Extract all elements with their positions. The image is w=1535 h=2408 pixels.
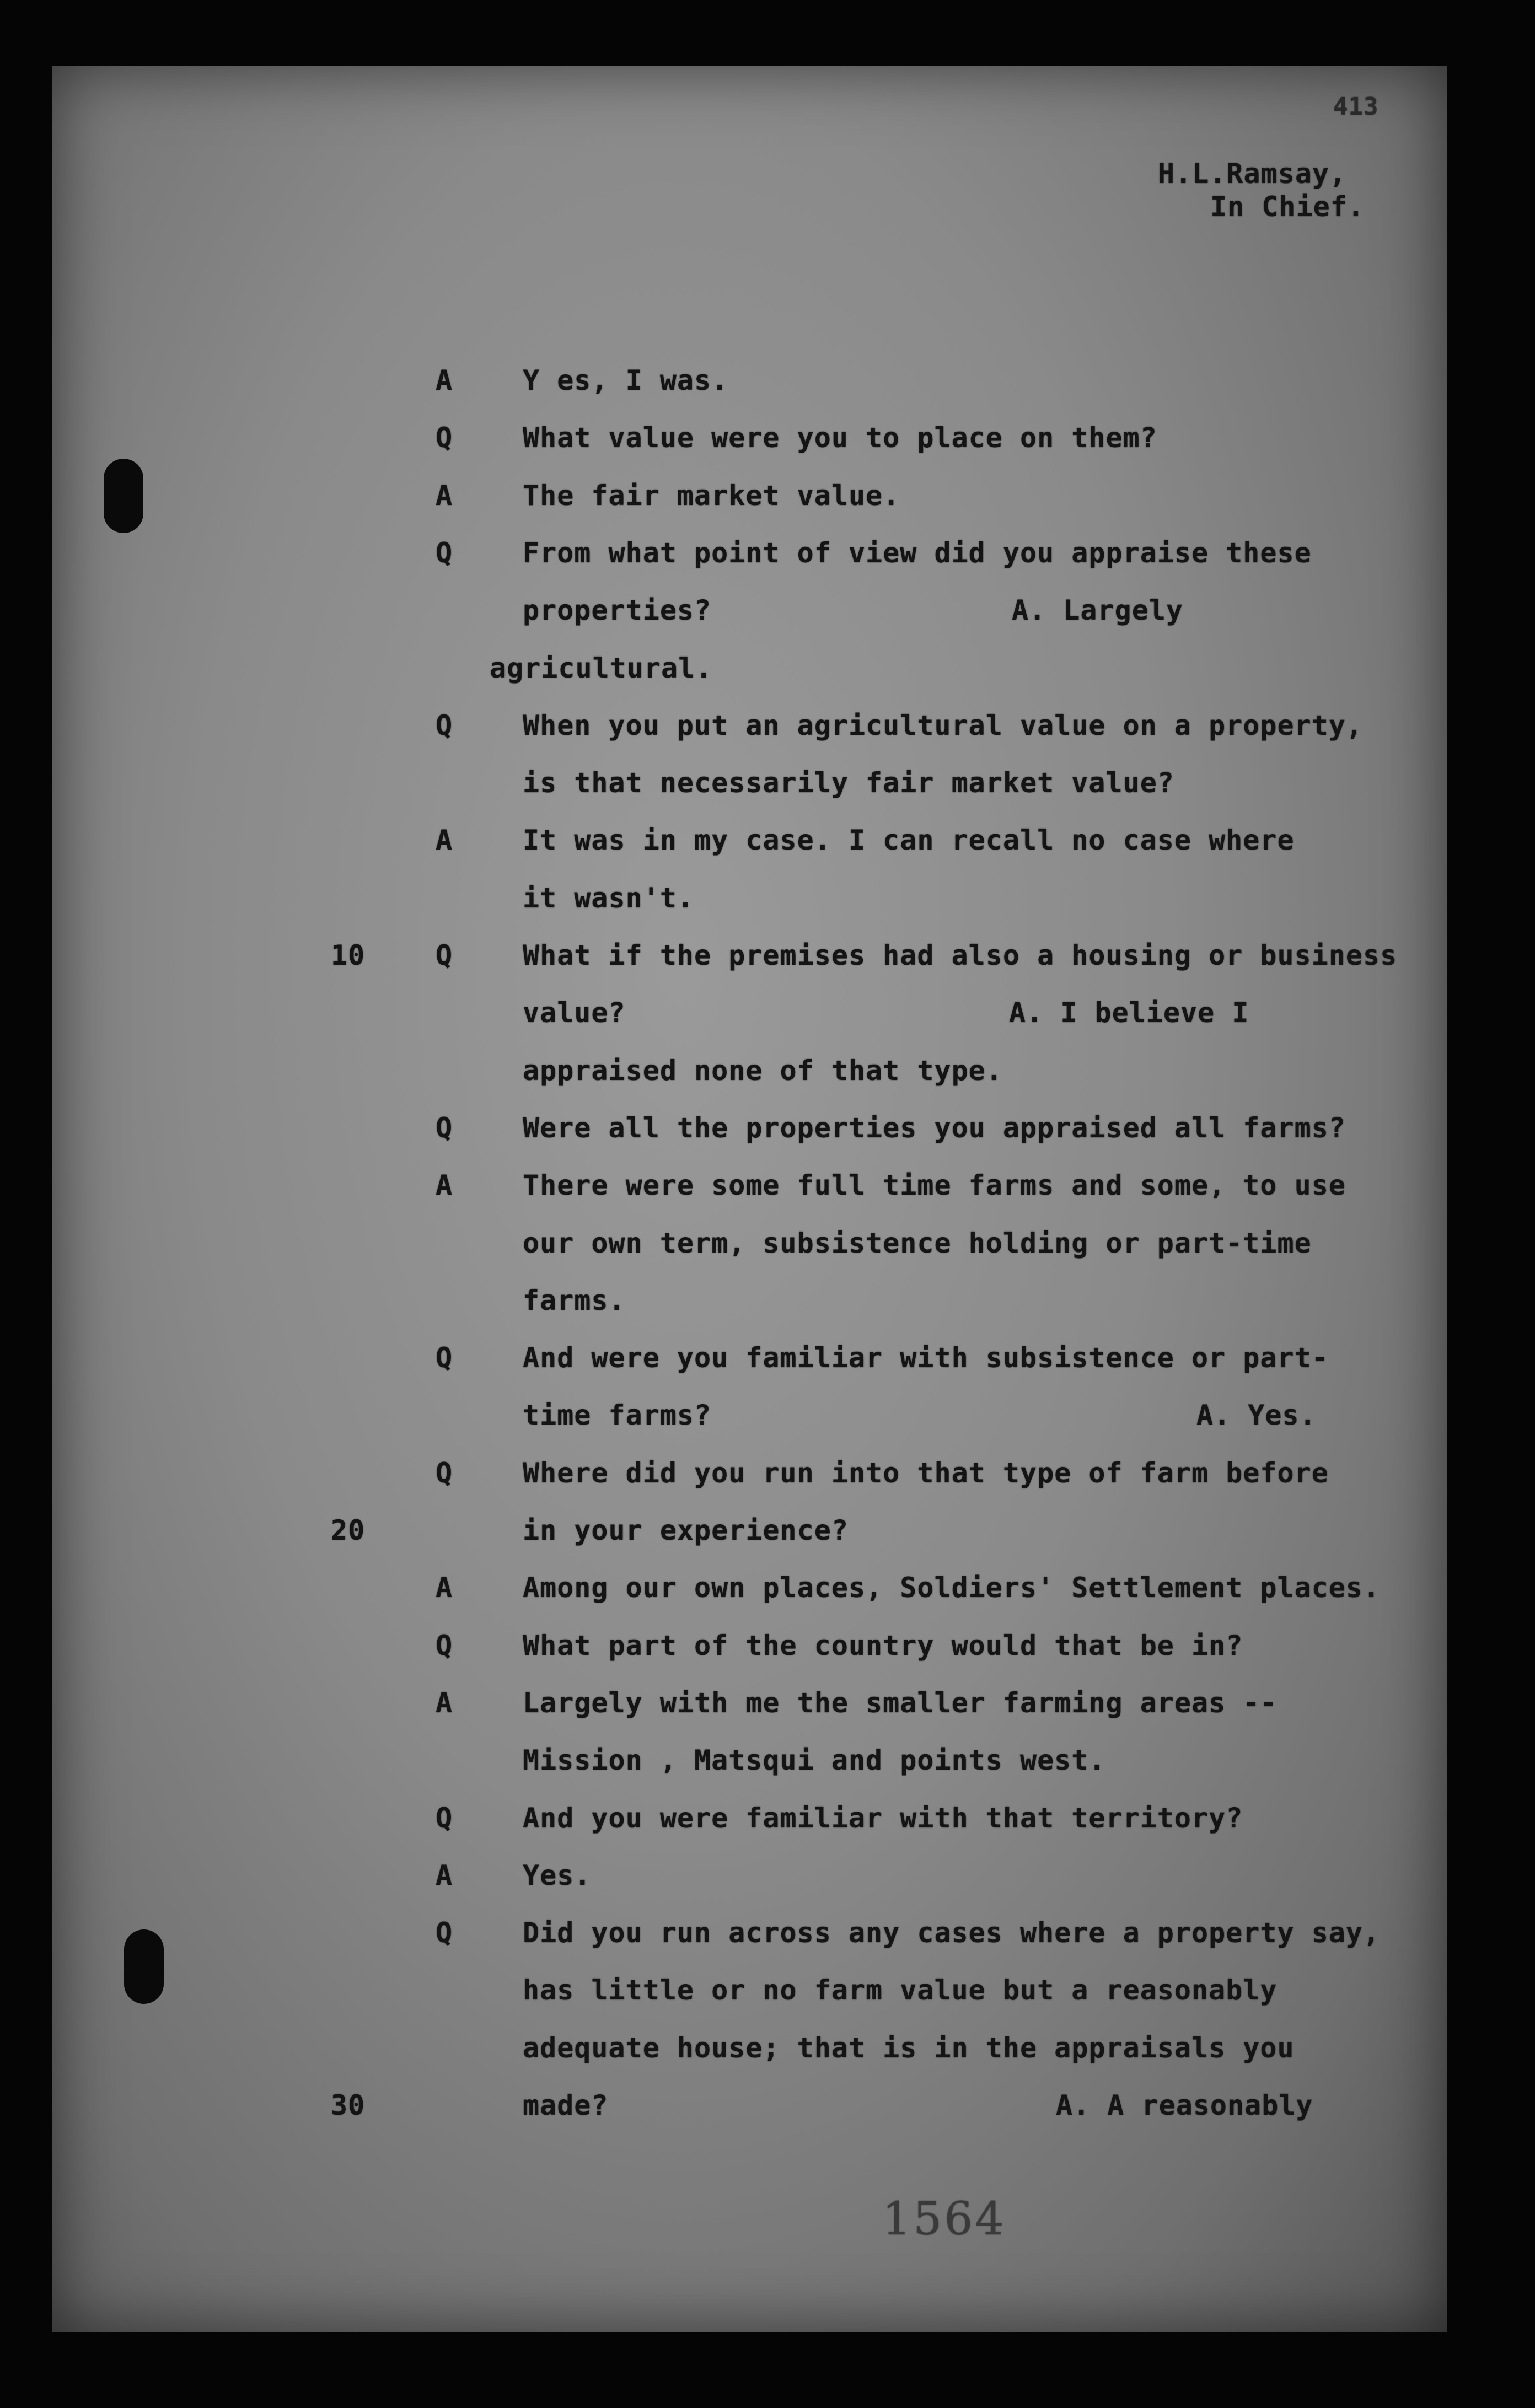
transcript-line: in your experience? <box>523 1514 849 1546</box>
transcript-line: appraised none of that type. <box>523 1055 1003 1087</box>
speaker-marker: A <box>436 1859 453 1891</box>
transcript-line: adequate house; that is in the appraisals you <box>523 2032 1295 2064</box>
transcript-line: time farms? <box>523 1399 712 1431</box>
transcript-line: value? <box>523 997 626 1029</box>
speaker-marker: Q <box>436 1342 453 1374</box>
transcript-line: Among our own places, Soldiers' Settlement places. <box>523 1572 1381 1604</box>
footer-number: 1564 <box>882 2193 1006 2245</box>
transcript-line: It was in my case. I can recall no case where <box>523 824 1295 856</box>
speaker-marker: Q <box>436 939 453 971</box>
transcript-line: Y es, I was. <box>523 364 729 396</box>
inline-answer: A. Yes. <box>1196 1399 1317 1431</box>
transcript-line: Where did you run into that type of farm before <box>523 1457 1329 1489</box>
speaker-marker: Q <box>436 1630 453 1662</box>
transcript-line: What value were you to place on them? <box>523 422 1157 454</box>
transcript-line: has little or no farm value but a reasonably <box>523 1974 1278 2006</box>
speaker-marker: A <box>436 480 453 512</box>
transcript-line: From what point of view did you appraise these <box>523 537 1312 569</box>
transcript-line: There were some full time farms and some, to use <box>523 1169 1346 1201</box>
transcript-line: Mission , Matsqui and points west. <box>523 1744 1106 1776</box>
page-number: 413 <box>1333 93 1379 121</box>
transcript-line: And were you familiar with subsistence or part- <box>523 1342 1329 1374</box>
speaker-marker: Q <box>436 1917 453 1949</box>
speaker-marker: Q <box>436 537 453 569</box>
margin-line-number: 20 <box>331 1514 366 1546</box>
transcript-line: And you were familiar with that territory? <box>523 1802 1243 1834</box>
transcript-line: farms. <box>523 1284 626 1316</box>
margin-line-number: 10 <box>331 939 366 971</box>
speaker-marker: Q <box>436 422 453 454</box>
transcript-line: What if the premises had also a housing or business <box>523 939 1398 971</box>
speaker-marker: A <box>436 824 453 856</box>
transcript-line: agricultural. <box>490 652 713 684</box>
speaker-marker: Q <box>436 710 453 741</box>
transcript-line: it wasn't. <box>523 882 695 914</box>
speaker-marker: Q <box>436 1802 453 1834</box>
transcript-line: our own term, subsistence holding or part-time <box>523 1227 1312 1259</box>
speaker-marker: A <box>436 1572 453 1604</box>
transcript-line: Largely with me the smaller farming areas -- <box>523 1687 1278 1719</box>
transcript-line: properties? <box>523 594 712 626</box>
examination-label: In Chief. <box>1210 191 1365 223</box>
witness-name: H.L.Ramsay, <box>1158 158 1347 190</box>
transcript-line: made? <box>523 2089 609 2121</box>
punch-hole-bottom <box>124 1929 164 2004</box>
inline-answer: A. I believe I <box>1009 997 1249 1029</box>
transcript-line: When you put an agricultural value on a property, <box>523 710 1364 741</box>
speaker-marker: A <box>436 364 453 396</box>
margin-line-number: 30 <box>331 2089 366 2121</box>
transcript-line: Were all the properties you appraised all farms? <box>523 1112 1346 1144</box>
transcript-line: is that necessarily fair market value? <box>523 767 1174 799</box>
inline-answer: A. A reasonably <box>1056 2089 1313 2121</box>
speaker-marker: A <box>436 1687 453 1719</box>
transcript-line: What part of the country would that be in? <box>523 1630 1243 1662</box>
punch-hole-top <box>104 459 143 533</box>
transcript-line: Did you run across any cases where a property say, <box>523 1917 1381 1949</box>
speaker-marker: A <box>436 1169 453 1201</box>
speaker-marker: Q <box>436 1457 453 1489</box>
transcript-line: Yes. <box>523 1859 592 1891</box>
inline-answer: A. Largely <box>1012 594 1184 626</box>
transcript-line: The fair market value. <box>523 480 900 512</box>
speaker-marker: Q <box>436 1112 453 1144</box>
